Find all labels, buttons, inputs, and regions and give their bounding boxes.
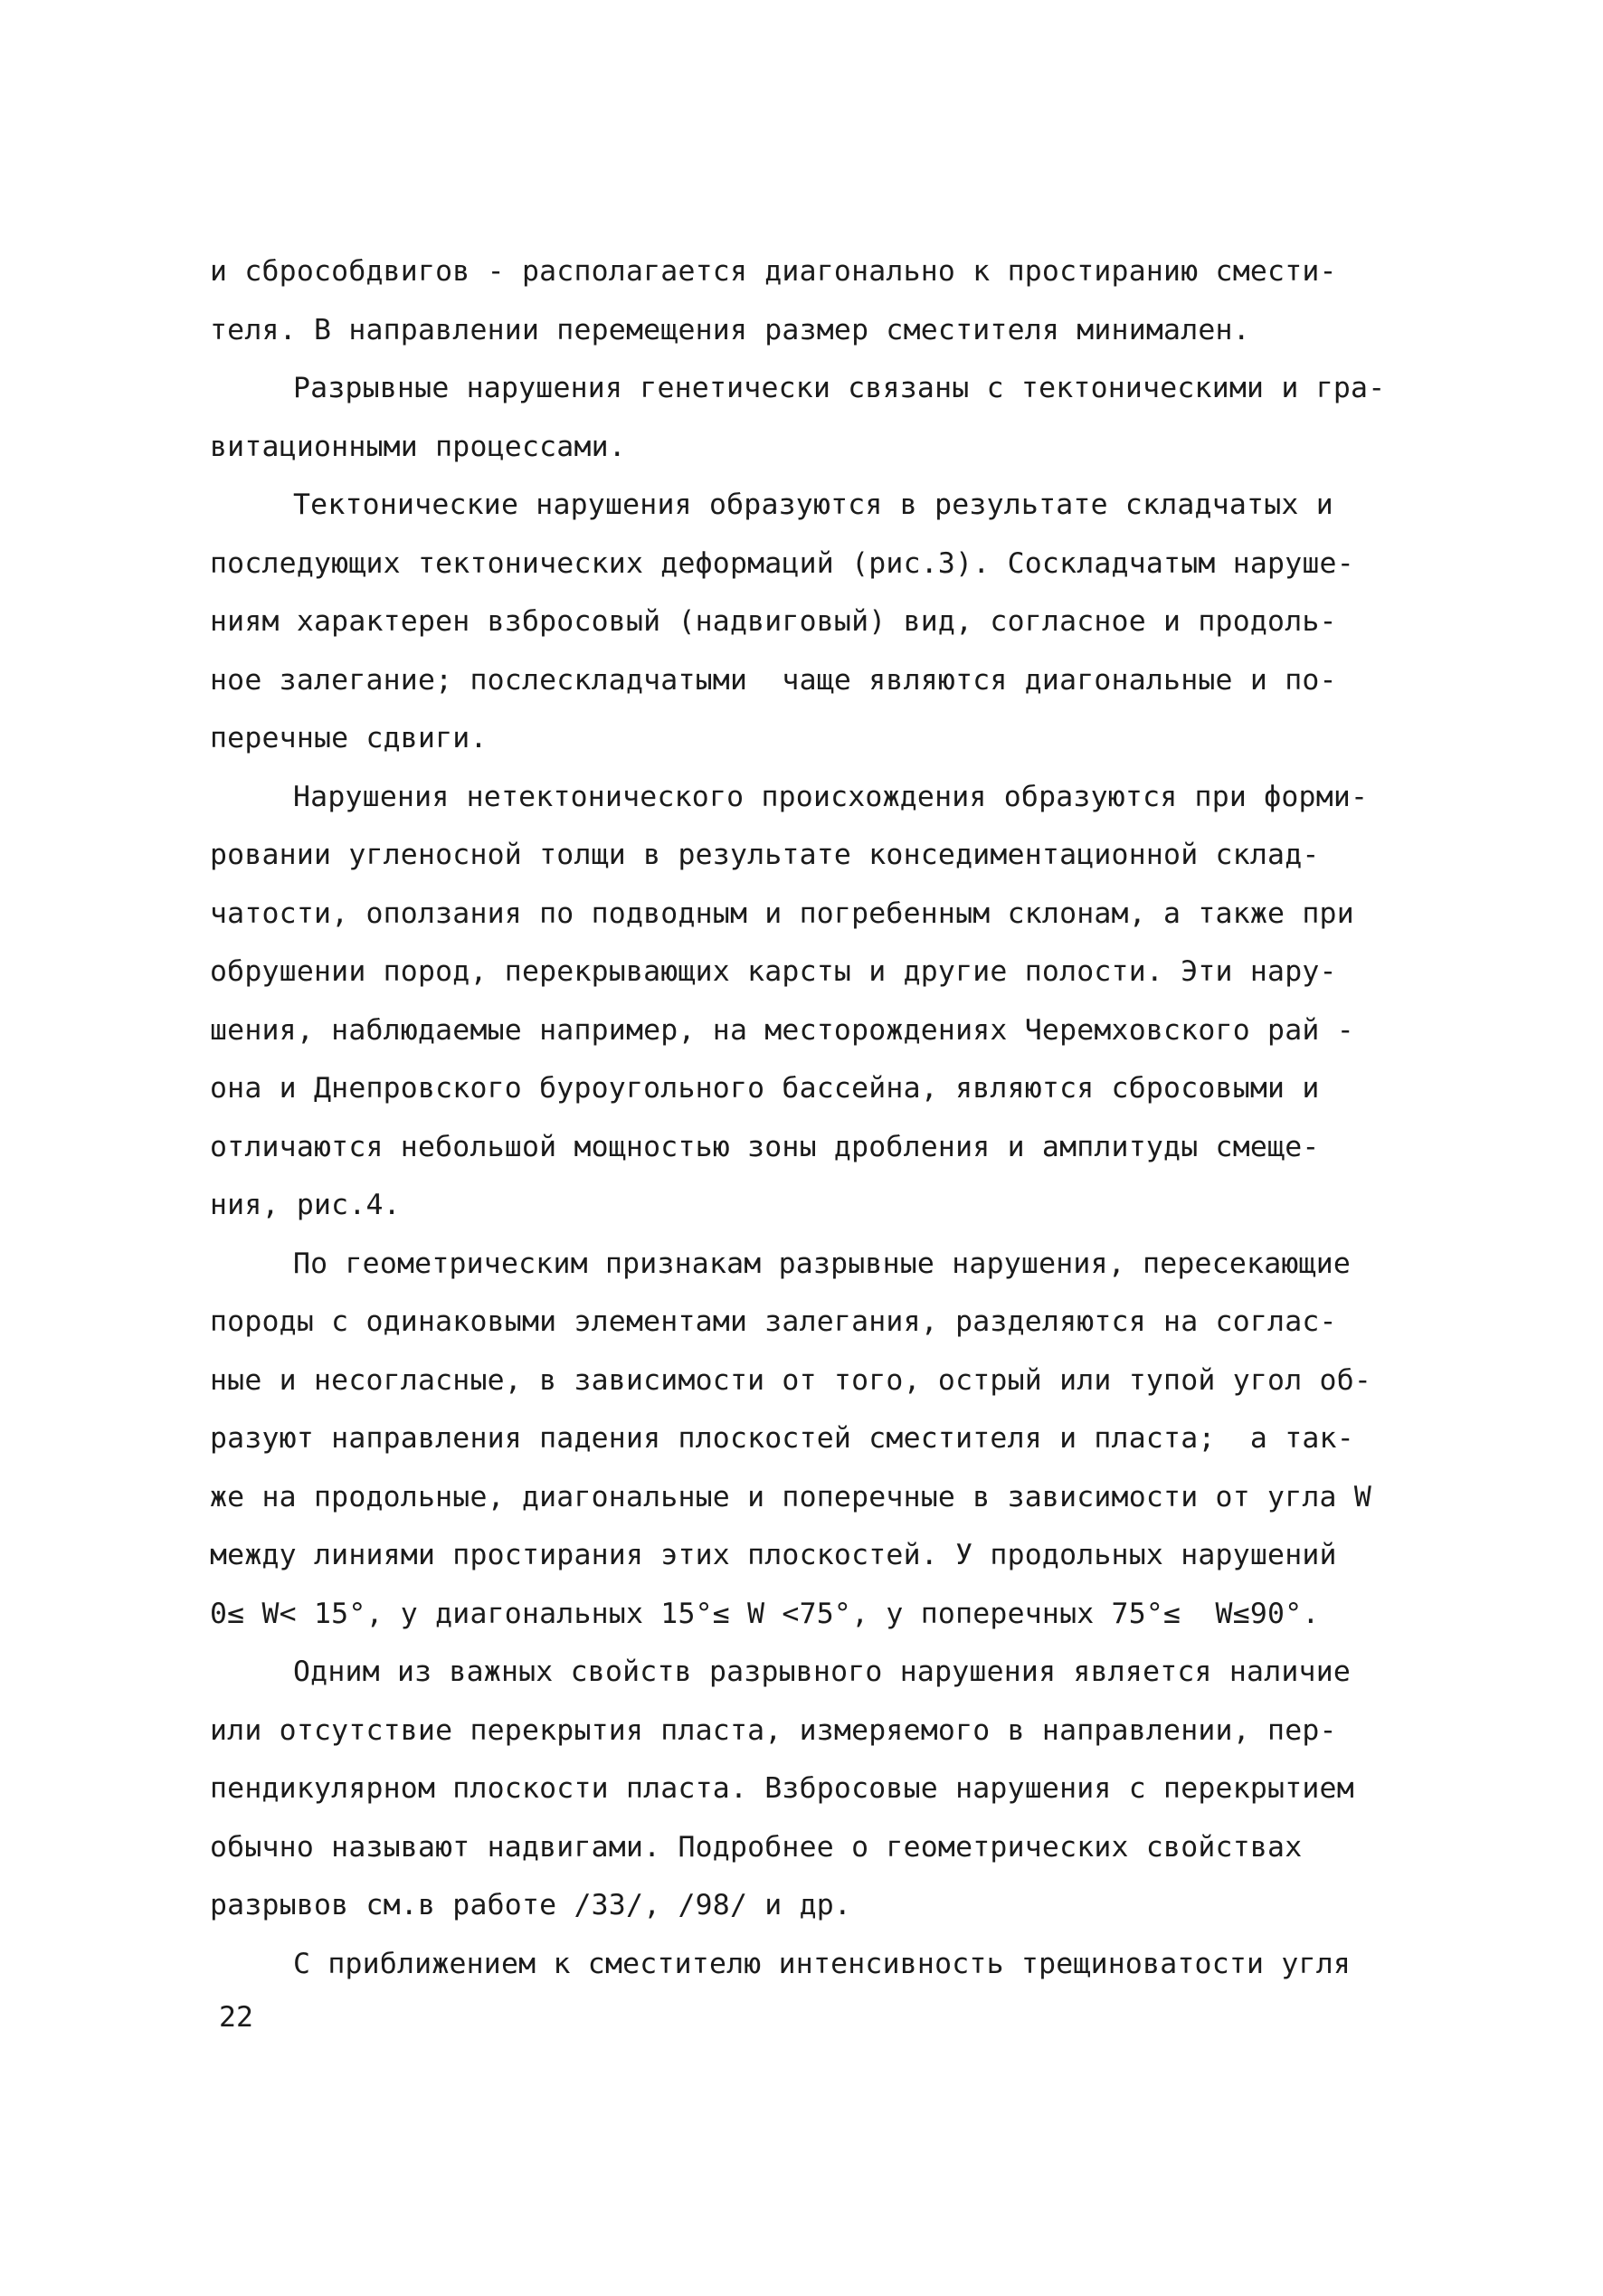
text-line: разрывов см.в работе /33/, /98/ и др. bbox=[210, 1889, 852, 1921]
text-line: Разрывные нарушения генетически связаны с тектоническими и гра- bbox=[293, 372, 1386, 404]
text-line: же на продольные, диагональные и поперечные в зависимости от угла W bbox=[210, 1480, 1372, 1513]
text-line: ниям характерен взбросовый (надвиговый) вид, согласное и продоль- bbox=[210, 605, 1337, 638]
text-line: обрушении пород, перекрывающих карсты и другие полости. Эти нару- bbox=[210, 955, 1337, 988]
page-number: 22 bbox=[219, 2001, 253, 2034]
text-line: ния, рис.4. bbox=[210, 1189, 401, 1221]
text-line: перечные сдвиги. bbox=[210, 722, 488, 754]
text-line: разуют направления падения плоскостей сместителя и пласта; а так- bbox=[210, 1422, 1354, 1455]
text-line: ровании угленосной толщи в результате конседиментационной склад- bbox=[210, 839, 1320, 871]
text-line: между линиями простирания этих плоскостей. У продольных нарушений bbox=[210, 1539, 1337, 1571]
text-line: чатости, оползания по подводным и погребенным склонам, а также при bbox=[210, 897, 1354, 930]
text-line: или отсутствие перекрытия пласта, измеряемого в направлении, пер- bbox=[210, 1713, 1337, 1747]
text-line: пендикулярном плоскости пласта. Взбросовые нарушения с перекрытием bbox=[210, 1772, 1354, 1805]
text-line: 0≤ W< 15°, у диагональных 15°≤ W <75°, у поперечных 75°≤ W≤90°. bbox=[210, 1597, 1320, 1630]
text-line: ные и несогласные, в зависимости от того, острый или тупой угол об- bbox=[210, 1363, 1372, 1397]
text-line: породы с одинаковыми элементами залегания, разделяются на соглас- bbox=[210, 1305, 1337, 1338]
text-line: она и Днепровского буроугольного бассейна, являются сбросовыми и bbox=[210, 1072, 1320, 1105]
text-line: и сбрособдвигов - располагается диагонально к простиранию смести- bbox=[210, 255, 1337, 288]
text-line: шения, наблюдаемые например, на месторождениях Черемховского рай - bbox=[210, 1013, 1354, 1047]
text-line: ное залегание; послескладчатыми чаще являются диагональные и по- bbox=[210, 663, 1337, 697]
text-line: витационными процессами. bbox=[210, 430, 626, 463]
text-line: обычно называют надвигами. Подробнее о геометрических свойствах bbox=[210, 1830, 1303, 1864]
text-line: последующих тектонических деформаций (рис.3). Соскладчатым наруше- bbox=[210, 546, 1354, 580]
text-line: С приближением к сместителю интенсивность трещиноватости угля bbox=[293, 1947, 1352, 1980]
text-line: отличаются небольшой мощностью зоны дробления и амплитуды смеще- bbox=[210, 1130, 1320, 1163]
text-line: По геометрическим признакам разрывные нарушения, пересекающие bbox=[293, 1247, 1352, 1280]
text-line: Одним из важных свойств разрывного нарушения является наличие bbox=[293, 1656, 1352, 1688]
text-line: теля. В направлении перемещения размер сместителя минимален. bbox=[210, 313, 1250, 346]
text-line: Тектонические нарушения образуются в результате складчатых и bbox=[293, 489, 1333, 521]
body-text bbox=[210, 242, 1395, 1993]
text-line: Нарушения нетектонического происхождения образуются при форми- bbox=[293, 780, 1369, 813]
